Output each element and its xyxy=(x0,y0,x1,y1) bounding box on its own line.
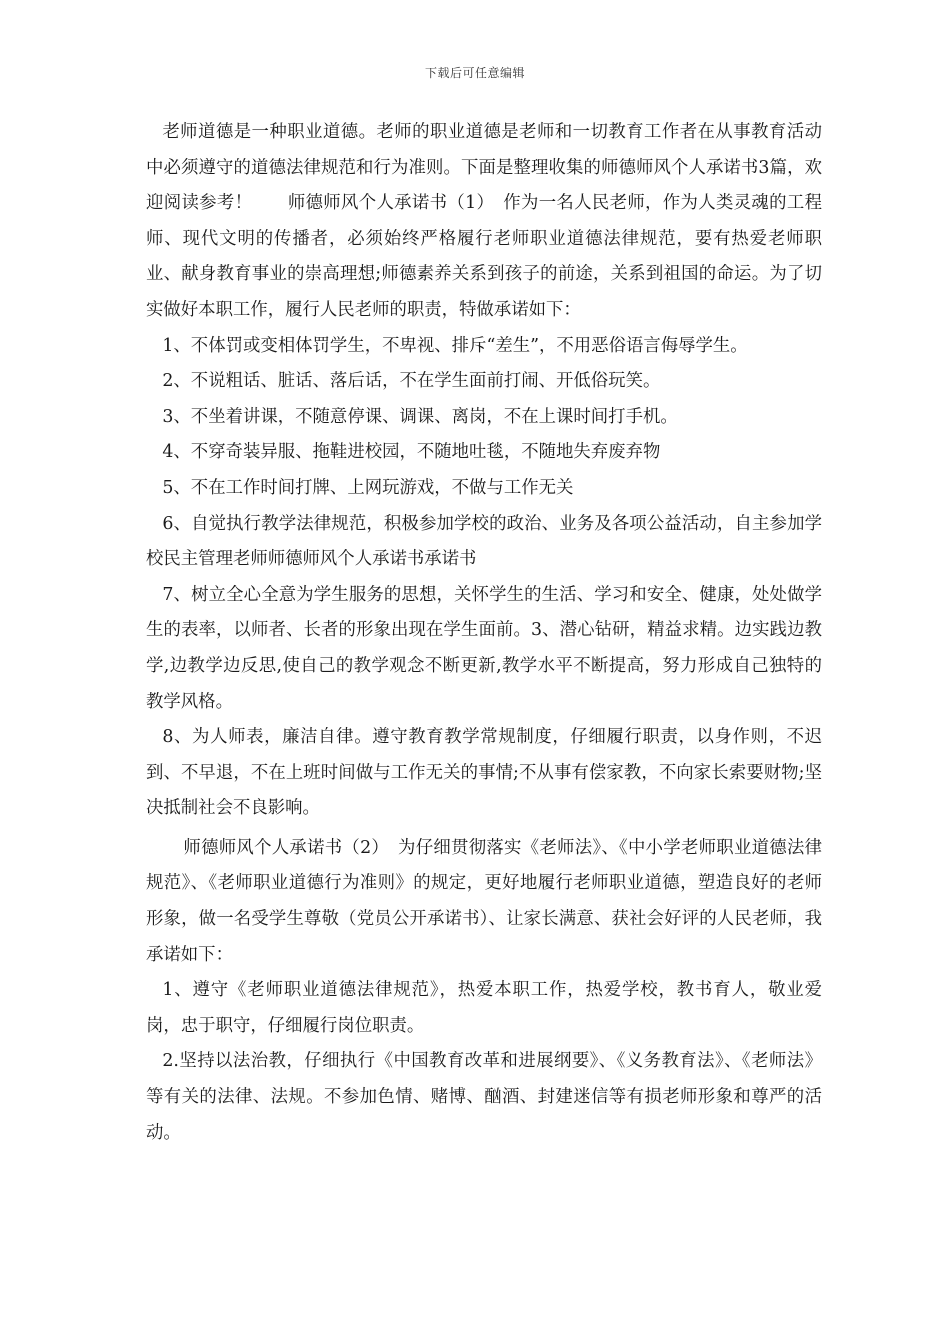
document-body xyxy=(146,115,822,1151)
commitment-item-4: 4、不穿奇装异服、拖鞋进校园，不随地吐毯，不随地失弃废弃物 xyxy=(162,442,661,463)
section-2-item-1: 1、遵守《老师职业道德法律规范》，热爱本职工作，热爱学校，教书育人，敬业爱岗，忠于职守，仔细履行岗位职责。 xyxy=(146,980,822,1036)
intro-paragraph: 老师道德是一种职业道德。老师的职业道德是老师和一切教育工作者在从事教育活动中必须遵守的道德法律规范和行为准则。下面是整理收集的师德师风个人承诺书3篇，欢迎阅读参考！ 师德师风个人承诺书（1） 作为一名人民老师，作为人类灵魂的工程师、现代文明的传播者，必须始终严格履行老师职业道德法律规范，要有热爱老师职业、献身教育事业的崇高理想;师德素养关系到孩子的前途，关系到祖国的命运。为了切实做好本职工作，履行人民老师的职责，特做承诺如下： xyxy=(146,122,822,320)
section-2-intro: 师德师风个人承诺书（2） 为仔细贯彻落实《老师法》、《中小学老师职业道德法律规范》、《老师职业道德行为准则》的规定，更好地履行老师职业道德，塑造良好的老师形象，做一名受学生尊敬（党员公开承诺书）、让家长满意、获社会好评的人民老师，我承诺如下： xyxy=(146,837,822,965)
section-2-item-2: 2.坚持以法治教，仔细执行《中国教育改革和进展纲要》、《义务教育法》、《老师法》等有关的法律、法规。不参加色情、赌博、酗酒、封建迷信等有损老师形象和尊严的活动。 xyxy=(146,1051,822,1143)
commitment-item-5: 5、不在工作时间打牌、上网玩游戏，不做与工作无关 xyxy=(162,477,574,498)
commitment-item-6: 6、自觉执行教学法律规范，积极参加学校的政治、业务及各项公益活动，自主参加学校民主管理老师师德师风个人承诺书承诺书 xyxy=(146,513,822,570)
commitment-item-8: 8、为人师表，廉洁自律。遵守教育教学常规制度，仔细履行职责，以身作则，不迟到、不早退，不在上班时间做与工作无关的事情;不从事有偿家教，不向家长索要财物;坚决抵制社会不良影响。 xyxy=(146,727,822,819)
commitment-item-3: 3、不坐着讲课，不随意停课、调课、离岗，不在上课时间打手机。 xyxy=(162,406,678,427)
page-header: 下载后可任意编辑 xyxy=(424,66,525,80)
commitment-item-1: 1、不体罚或变相体罚学生，不卑视、排斥“差生”，不用恶俗语言侮辱学生。 xyxy=(162,335,748,356)
commitment-item-2: 2、不说粗话、脏话、落后话，不在学生面前打闹、开低俗玩笑。 xyxy=(162,371,661,392)
commitment-item-7: 7、树立全心全意为学生服务的思想，关怀学生的生活、学习和安全、健康，处处做学生的表率，以师者、长者的形象出现在学生面前。3、潜心钻研，精益求精。边实践边教学,边教学边反思,使自己的教学观念不断更新,教学水平不断提高，努力形成自己独特的教学风格。 xyxy=(146,584,822,712)
